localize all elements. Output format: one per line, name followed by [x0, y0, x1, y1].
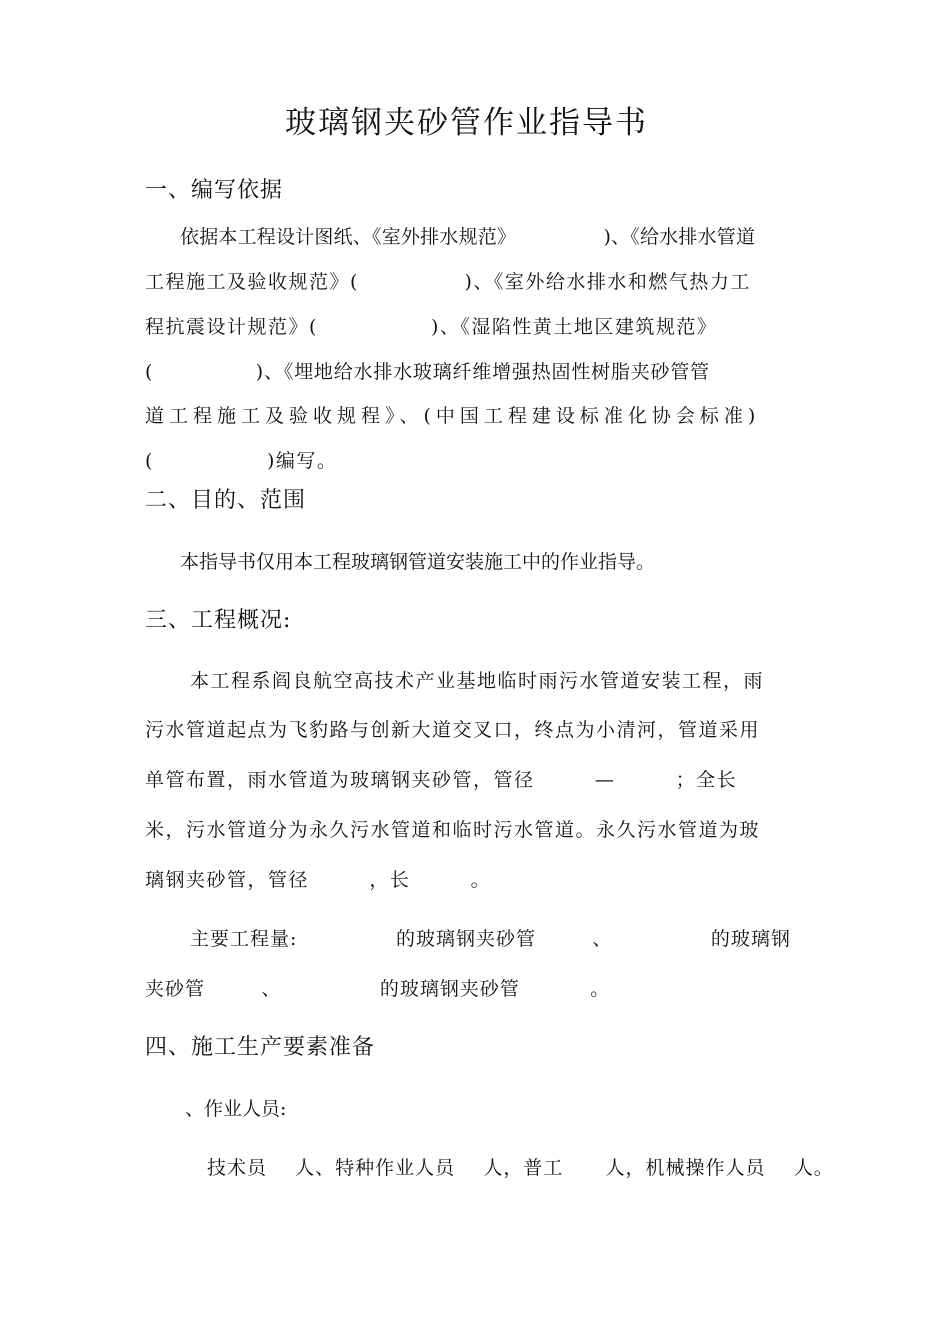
body-line: 、作业人员: — [185, 1098, 287, 1120]
section-heading-scope: 二、目的、范围 — [145, 488, 307, 513]
body-line: 工程施工及验收规范》( )、《室外给水排水和燃气热力工 — [145, 271, 751, 293]
body-line: 单管布置，雨水管道为玻璃钢夹砂管，管径 — ；全长 — [145, 769, 738, 791]
body-line: 道工程施工及验收规程》、(中国工程建设标准化协会标准) — [145, 405, 761, 427]
body-line: ( )、《埋地给水排水玻璃纤维增强热固性树脂夹砂管管 — [145, 361, 710, 383]
body-line: 主要工程量: 的玻璃钢夹砂管 、 的玻璃钢 — [190, 928, 791, 950]
document-title: 玻璃钢夹砂管作业指导书 — [285, 105, 648, 141]
body-line: 本工程系阎良航空高技术产业基地临时雨污水管道安装工程，雨 — [190, 670, 765, 692]
body-line: 程抗震设计规范》( )、《湿陷性黄土地区建筑规范》 — [145, 316, 718, 338]
body-line: 依据本工程设计图纸、《室外排水规范》 )、《给水排水管道 — [180, 226, 756, 248]
body-line: ( )编写。 — [145, 450, 338, 472]
body-line: 技术员 人、特种作业人员 人，普工 人，机械操作人员 人。 — [207, 1157, 834, 1179]
body-line: 夹砂管 、 的玻璃钢夹砂管 。 — [145, 978, 611, 1000]
body-line: 污水管道起点为飞豹路与创新大道交叉口，终点为小清河，管道采用 — [145, 719, 761, 741]
body-line: 本指导书仅用本工程玻璃钢管道安装施工中的作业指导。 — [180, 551, 656, 573]
body-line: 米，污水管道分为永久污水管道和临时污水管道。永久污水管道为玻 — [145, 819, 761, 841]
body-line: 璃钢夹砂管，管径 ，长 。 — [145, 869, 492, 891]
section-heading-preparation: 四、施工生产要素准备 — [145, 1035, 376, 1060]
section-heading-basis: 一、编写依据 — [145, 178, 284, 203]
section-heading-overview: 三、工程概况: — [145, 608, 292, 633]
